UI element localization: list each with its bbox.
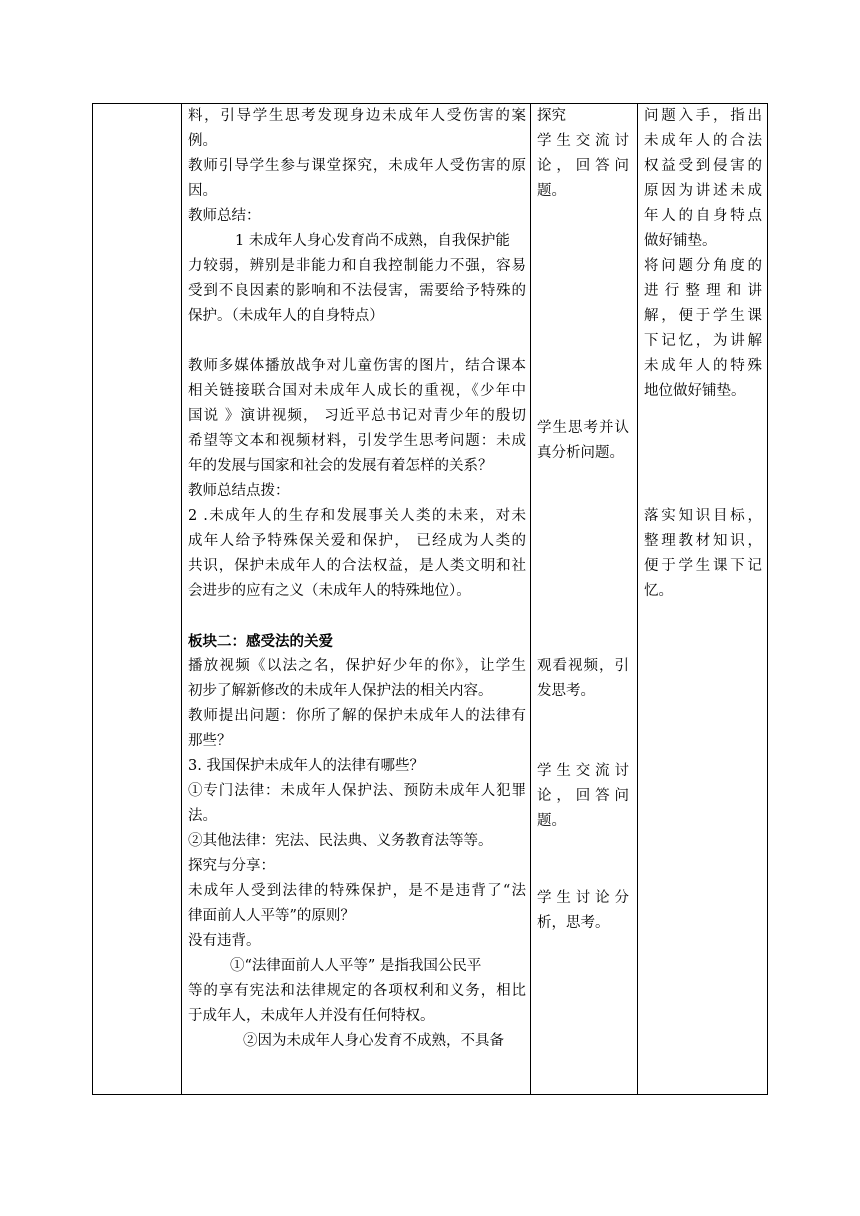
text-line: 律面前人人平等”的原则？ [188,908,355,924]
text-line: 权益受到侵害的 [644,158,762,174]
text-line: 论，回答问题。 [537,158,629,199]
text-line: 会进步的应有之义（未成年人的特殊地位）。 [188,583,471,599]
text-line: 法。 [188,808,217,824]
text-line: 相关链接联合国对未成年人成长的重视，《少年中 [188,383,526,399]
text-line: 等的享有宪法和法律规定的各项权利和义务，相比 [188,983,526,999]
text-line: 年人的自身特点 [644,208,762,224]
text-line: 便于学生课下记 [644,558,762,574]
text-line: 探究 [537,108,566,124]
text-line: 未成年人的合法 [644,133,762,149]
text-line: 析，思考。 [537,915,610,931]
student-activity-block-3 [537,654,629,704]
text-line: 原因为讲述未成 [644,183,762,199]
text-line: 年的发展与国家和社会的发展有着怎样的关系？ [188,458,493,474]
text-line: 问题入手，指出 [644,108,762,124]
text-line: 教师引导学生参与课堂探究，未成年人受伤害的原 [188,158,526,174]
text-line: 那些？ [188,733,232,749]
text-line: 2 .未成年人的生存和发展事关人类的未来，对未 [188,508,526,524]
column-divider-3 [637,103,638,1094]
text-line: 受到不良因素的影响和不法侵害，需要给予特殊的 [188,283,526,299]
text-line: 学生思考并认 [537,420,629,436]
text-line: 料，引导学生思考发现身边未成年人受伤害的案 [188,108,526,124]
text-line: 力较弱，辨别是非能力和自我控制能力不强，容易 [188,258,526,274]
text-line: 没有违背。 [188,933,261,949]
text-line: 于成年人，未成年人并没有任何特权。 [188,1008,435,1024]
text-line: 教师多媒体播放战争对儿童伤害的图片，结合课本 [188,358,526,374]
text-line: 学生讨论分 [537,890,629,906]
text-line: 初步了解新修改的未成年人保护法的相关内容。 [188,683,493,699]
text-line: ②因为未成年人身心发育不成熟，不具备 [243,1033,504,1049]
table-border-left [92,103,93,1094]
text-line: 播放视频《以法之名，保护好少年的你》，让学生 [188,658,526,674]
teacher-activity-column [188,104,526,1054]
text-line: ①“法律面前人人平等” 是指我国公民平 [230,958,482,974]
student-activity-block-4 [537,759,629,834]
text-line: 学生交流讨 [537,763,629,779]
text-line: 未成年人的特殊 [644,358,762,374]
student-activity-block-2 [537,416,629,466]
text-line: 论，回答问题。 [537,788,629,829]
text-line: 成年人给予特殊保关爱和保护， 已经成为人类的 [188,533,526,549]
text-line: 希望等文本和视频材料，引发学生思考问题：未成 [188,433,526,449]
column-divider-1 [181,103,182,1094]
text-line: 真分析问题。 [537,445,624,461]
text-line: 3. 我国保护未成年人的法律有哪些？ [188,758,424,774]
text-line: 教师总结点拨： [188,483,290,499]
text-line: 教师总结： [188,208,261,224]
text-line: ①专门法律：未成年人保护法、预防未成年人犯罪 [188,783,526,799]
table-border-right [767,103,768,1094]
design-intent-column [644,104,762,604]
text-line: 未成年人受到法律的特殊保护，是不是违背了“法 [188,883,526,899]
text-line: 进行整理和讲 [644,283,762,299]
student-activity-block-1 [537,104,629,204]
text-line: 1 未成年人身心发育尚不成熟，自我保护能 [235,233,510,249]
text-line: 共识，保护未成年人的合法权益，是人类文明和社 [188,558,526,574]
text-line: 下记忆，为讲解 [644,333,762,349]
text-line: 例。 [188,133,217,149]
text-line: 因。 [188,183,217,199]
text-line: 将问题分角度的 [644,258,762,274]
text-line: 国说 》演讲视频， 习近平总书记对青少年的殷切 [188,408,526,424]
text-line: 发思考。 [537,683,595,699]
text-line: 整理教材知识， [644,533,762,549]
text-line: ②其他法律：宪法、民法典、义务教育法等等。 [188,833,493,849]
text-line: 探究与分享： [188,858,275,874]
text-line: 保护。（未成年人的自身特点） [188,308,384,324]
column-divider-2 [530,103,531,1094]
text-line: 落实知识目标， [644,508,762,524]
text-line: 教师提出问题：你所了解的保护未成年人的法律有 [188,708,526,724]
section-heading: 板块二：感受法的关爱 [188,633,333,650]
text-line: 学生交流讨 [537,133,629,149]
text-line: 忆。 [644,583,673,599]
text-line: 解，便于学生课 [644,308,762,324]
text-line: 观看视频，引 [537,658,629,674]
text-line: 做好铺垫。 [644,233,717,249]
text-line: 地位做好铺垫。 [644,383,746,399]
student-activity-block-5 [537,886,629,936]
